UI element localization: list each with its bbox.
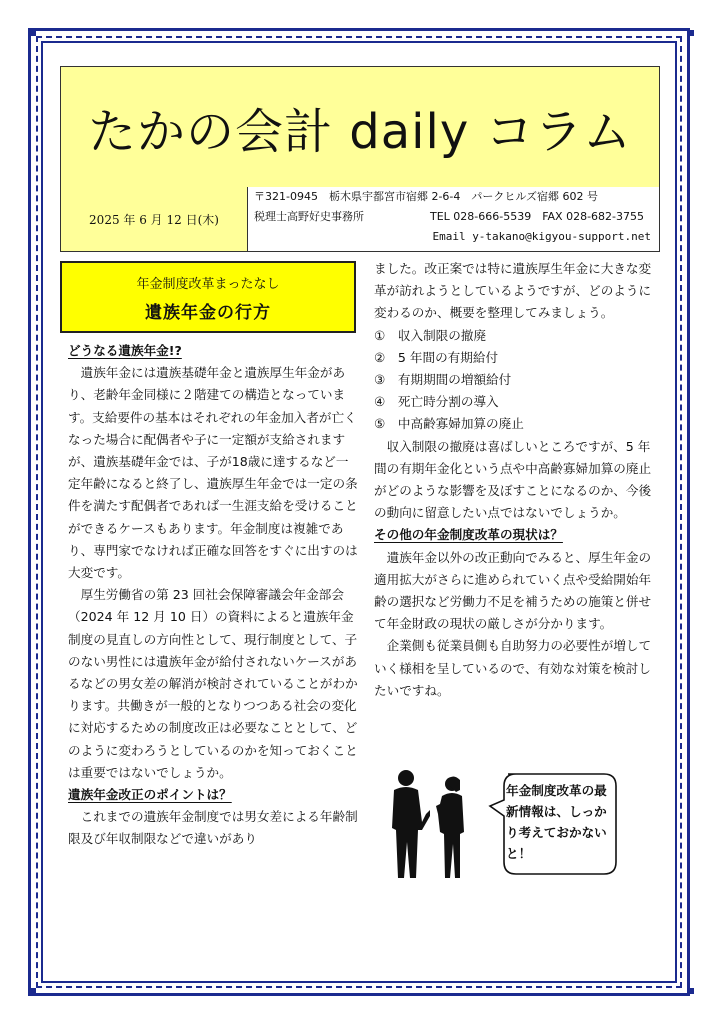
corner-ornament <box>688 988 694 994</box>
issue-date <box>61 187 248 251</box>
list-item: ④ 死亡時分割の導入 <box>374 394 499 410</box>
list-item: ③ 有期期間の増額給付 <box>374 372 512 388</box>
page-title: たかの会計 daily コラム <box>88 103 632 160</box>
subject-subtitle: 年金制度改革まったなし <box>136 277 280 292</box>
paragraph: 企業側も従業員側も自助努力の必要性が増していく様相を呈しているので、有効な対策を検討したいですね。 <box>374 638 652 698</box>
list-item: ② 5 年間の有期給付 <box>374 349 499 365</box>
list-item: ① 収入制限の撤廃 <box>374 327 487 343</box>
section-heading: その他の年金制度改革の現状は？ <box>374 527 563 543</box>
woman-silhouette-icon <box>436 776 464 878</box>
section-heading: どうなる遺族年金!? <box>68 343 182 358</box>
header-box <box>60 66 660 252</box>
list-item: ⑤ 中高齢寡婦加算の廃止 <box>374 416 524 432</box>
date-text: 2025 年 6 月 12 日(木) <box>89 212 219 227</box>
speech-bubble-text: 年金制度改革の最新情報は、しっかり考えておかないと！ <box>506 783 607 861</box>
subject-title: 遺族年金の行方 <box>145 303 271 323</box>
office-line <box>254 207 659 227</box>
paragraph: 遺族年金以外の改正動向でみると、厚生年金の適用拡大がさらに進められていく点や受給開始年齢の選択など労働力不足を補うための施策と併せて年金財政の現状の厳しさが分かります。 <box>374 549 652 632</box>
corner-ornament <box>688 30 694 36</box>
office-tel-fax: TEL 028-666-5539 FAX 028-682-3755 <box>430 210 645 223</box>
paragraph: 収入制限の撤廃は喜ばしいところですが、5 年間の有期年金化という点や中高齢寡婦加算の廃止がどのような影響を及ぼすことになるのか、今後の動向に留意したい点ではないでしょうか。 <box>374 438 652 521</box>
title-area <box>61 67 659 188</box>
paragraph: 厚生労働省の第 23 回社会保障審議会年金部会（2024 年 12 月 10 日）の資料によると遺族年金制度の見直しの方向性として、現行制度として、子のない男性には遺族年金が給付されないケースがあるなどの男女差の解消が検討されていることがわかります。共働きが一般的となりつつある社会の変化に対応するための制度改正は必要なこととして、どのように変わろうとしているのかを知っておくことは重要ではないでしょうか。 <box>68 587 358 780</box>
office-contact <box>248 187 659 251</box>
office-name: 税理士高野好史事務所 <box>254 210 364 223</box>
office-address: 〒321-0945 栃木県宇都宮市宿郷 2-6-4 パークヒルズ宿郷 602 号 <box>254 190 599 203</box>
people-talking-illustration <box>380 762 480 878</box>
section-heading: 遺族年金改正のポイントは？ <box>68 787 232 803</box>
corner-ornament <box>30 988 36 994</box>
office-email: Email y-takano@kigyou-support.net <box>432 230 651 243</box>
right-column <box>374 258 660 702</box>
corner-ornament <box>30 30 36 36</box>
paragraph: 遺族年金には遺族基礎年金と遺族厚生年金があり、老齢年金同様に２階建ての構造となっています。支給要件の基本はそれぞれの年金加入者が亡くなった場合に配偶者や子に一定額が支給されますが、遺族基礎年金では、子が18歳に達するなど一定年齢になると終了し、遺族厚生年金では一定の条件を満たす配偶者であれば一生涯支給を受けることができるケースもあります。年金制度は複雑であり、専門家でなければ正確な回答をすぐに出すのは大変です。 <box>68 365 358 581</box>
paragraph: これまでの遺族年金制度では男女差による年齢制限及び年収制限などで違いがあり <box>68 809 358 847</box>
left-column <box>68 340 358 851</box>
man-silhouette-icon <box>392 770 430 878</box>
subject-box <box>60 261 356 333</box>
paragraph: ました。改正案では特に遺族厚生年金に大きな変革が訪れようとしているようですが、どのように変わるのか、概要を整理してみましょう。 <box>374 261 652 321</box>
